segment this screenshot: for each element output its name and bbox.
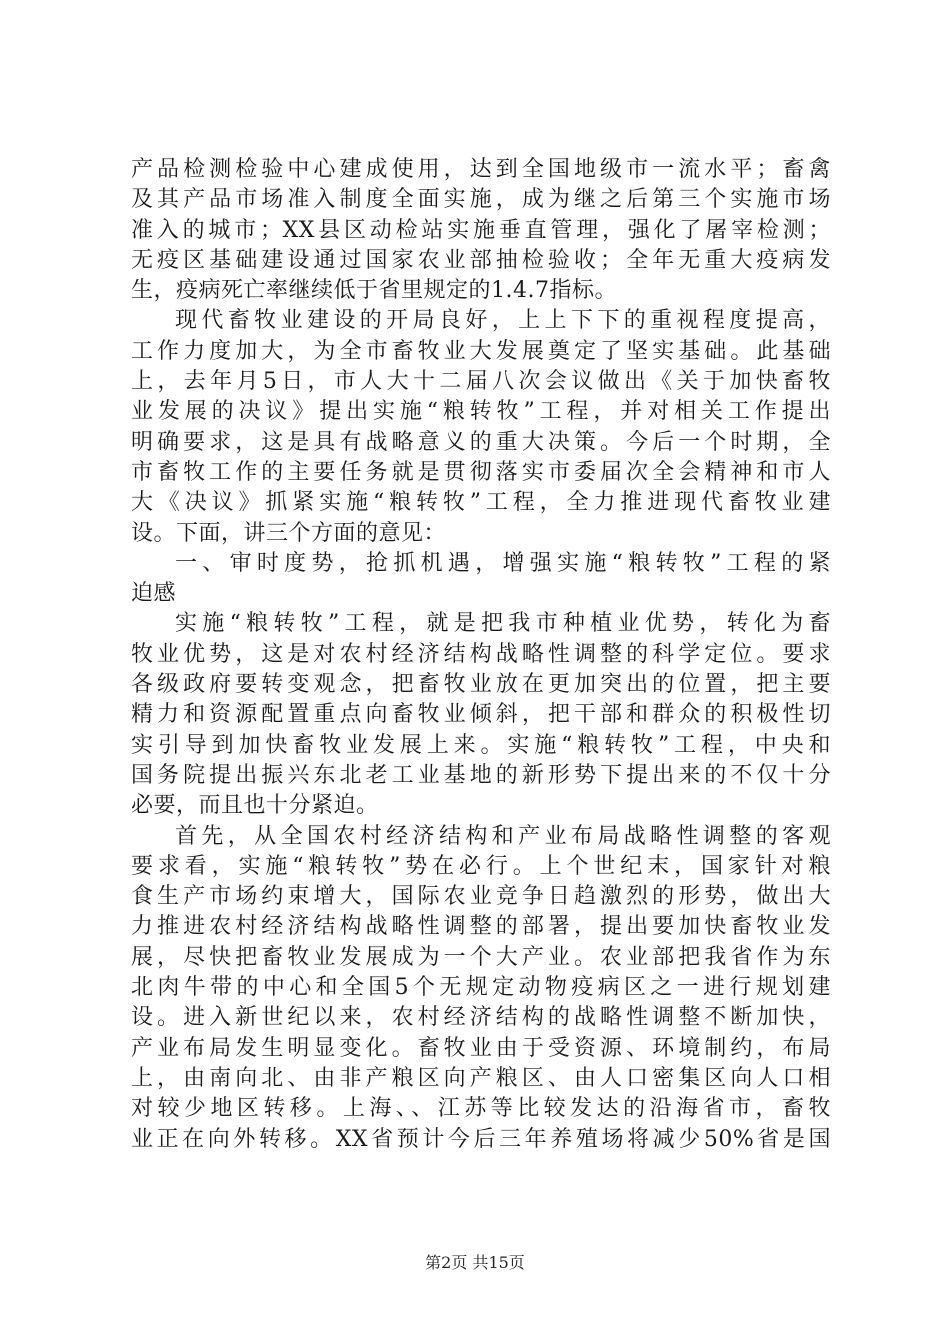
text-line: 明确要求，这是具有战略意义的重大决策。今后一个时期，全 [131, 429, 831, 455]
text-line: 大《决议》抓紧实施“粮转牧”工程，全力推进现代畜牧业建 [131, 490, 831, 516]
text-line: 国务院提出振兴东北老工业基地的新形势下提出来的不仅十分 [131, 762, 831, 788]
text-line: 设。进入新世纪以来，农村经济结构的战略性调整不断加快， [131, 1005, 831, 1031]
text-line: 展，尽快把畜牧业发展成为一个大产业。农业部把我省作为东 [131, 944, 831, 970]
text-line: 无疫区基础建设通过国家农业部抽检验收；全年无重大疫病发 [131, 247, 831, 273]
text-line: 必要，而且也十分紧迫。 [131, 793, 379, 819]
text-line: 准入的城市；XX县区动检站实施垂直管理，强化了屠宰检测； [131, 217, 831, 243]
text-line: 设。下面，讲三个方面的意见： [131, 520, 447, 546]
text-line: 各级政府要转变观念，把畜牧业放在更加突出的位置，把主要 [131, 672, 831, 698]
text-line: 及其产品市场准入制度全面实施，成为继之后第三个实施市场 [131, 187, 831, 213]
text-line: 食生产市场约束增大，国际农业竞争日趋激烈的形势，做出大 [131, 884, 831, 910]
text-line: 要求看，实施“粮转牧”势在必行。上个世纪末，国家针对粮 [131, 853, 831, 879]
text-line: 业正在向外转移。XX省预计今后三年养殖场将减少50%省是国 [131, 1126, 831, 1152]
text-line: 迫感 [131, 581, 177, 607]
page-number-footer: 第2页 共15页 [425, 1253, 525, 1272]
text-line: 北肉牛带的中心和全国5个无规定动物疫病区之一进行规划建 [131, 975, 831, 1001]
text-line: 精力和资源配置重点向畜牧业倾斜，把干部和群众的积极性切 [131, 702, 831, 728]
text-line: 实引导到加快畜牧业发展上来。实施“粮转牧”工程，中央和 [131, 732, 831, 758]
text-line: 牧业优势，这是对农村经济结构战略性调整的科学定位。要求 [131, 641, 831, 667]
text-line: 一、审时度势，抢抓机遇，增强实施“粮转牧”工程的紧 [175, 550, 831, 576]
text-line: 现代畜牧业建设的开局良好，上上下下的重视程度提高， [175, 308, 831, 334]
text-line: 生，疫病死亡率继续低于省里规定的1.4.7指标。 [131, 278, 617, 304]
text-line: 业发展的决议》提出实施“粮转牧”工程，并对相关工作提出 [131, 399, 831, 425]
body-text [131, 155, 831, 1155]
text-line: 对较少地区转移。上海、、江苏等比较发达的沿海省市，畜牧 [131, 1096, 831, 1122]
text-line: 首先，从全国农村经济结构和产业布局战略性调整的客观 [175, 823, 831, 849]
text-line: 产业布局发生明显变化。畜牧业由于受资源、环境制约，布局 [131, 1035, 831, 1061]
text-line: 市畜牧工作的主要任务就是贯彻落实市委届次全会精神和市人 [131, 459, 831, 485]
text-line: 产品检测检验中心建成使用，达到全国地级市一流水平；畜禽 [131, 157, 831, 182]
text-line: 实施“粮转牧”工程，就是把我市种植业优势，转化为畜 [175, 611, 831, 637]
text-line: 上，由南向北、由非产粮区向产粮区、由人口密集区向人口相 [131, 1065, 831, 1091]
text-line: 力推进农村经济结构战略性调整的部署，提出要加快畜牧业发 [131, 914, 831, 940]
text-line: 上，去年月5日，市人大十二届八次会议做出《关于加快畜牧 [131, 369, 831, 395]
text-line: 工作力度加大，为全市畜牧业大发展奠定了坚实基础。此基础 [131, 338, 831, 364]
